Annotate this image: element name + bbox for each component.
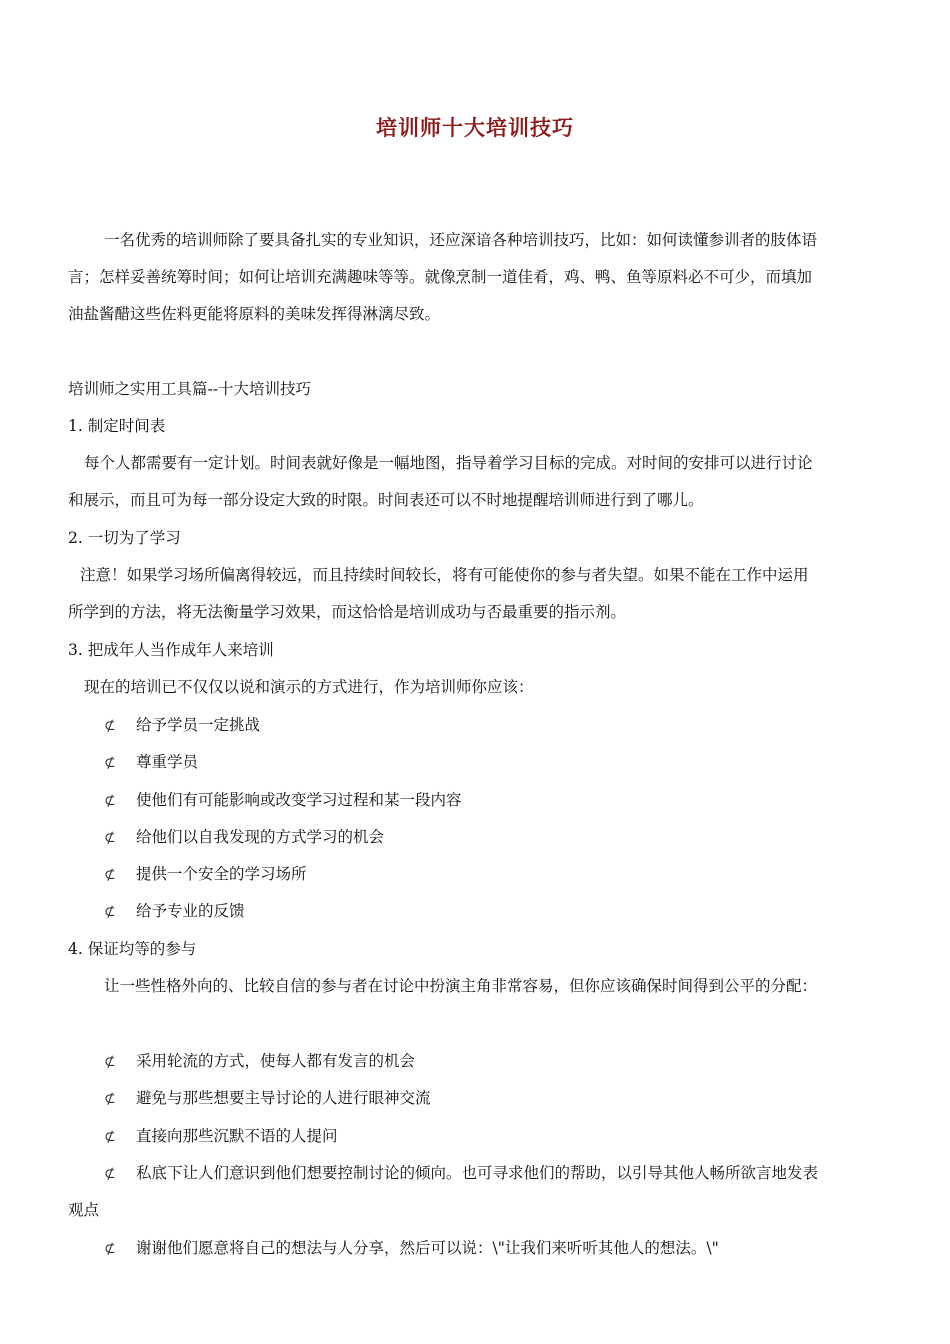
list-item: ⊄ 谢谢他们愿意将自己的想法与人分享，然后可以说：\"让我们来听听其他人的想法。\" bbox=[104, 1237, 719, 1260]
bullet-icon: ⊄ bbox=[104, 755, 116, 771]
bullet-icon: ⊄ bbox=[104, 1166, 116, 1182]
intro-line-2: 言；怎样妥善统筹时间；如何让培训充满趣味等等。就像烹制一道佳肴，鸡、鸭、鱼等原料必不可少，而填加 bbox=[68, 268, 813, 286]
section-heading: 培训师之实用工具篇--十大培训技巧 bbox=[68, 380, 311, 398]
list-item: ⊄ 私底下让人们意识到他们想要控制讨论的倾向。也可寻求他们的帮助，以引导其他人畅所欲言地发表 bbox=[104, 1162, 818, 1185]
document-title: 培训师十大培训技巧 bbox=[376, 116, 574, 140]
list-item: ⊄ 使他们有可能影响或改变学习过程和某一段内容 bbox=[104, 789, 462, 812]
item-1-line-2: 和展示，而且可为每一部分设定大致的时限。时间表还可以不时地提醒培训师进行到了哪儿。 bbox=[68, 491, 704, 509]
bullet-icon: ⊄ bbox=[104, 1054, 116, 1070]
item-3-intro: 现在的培训已不仅仅以说和演示的方式进行，作为培训师你应该： bbox=[84, 678, 534, 696]
list-item: ⊄ 提供一个安全的学习场所 bbox=[104, 863, 307, 886]
item-2-heading: 2. 一切为了学习 bbox=[68, 529, 181, 547]
item-4-heading: 4. 保证均等的参与 bbox=[68, 940, 197, 958]
list-item: ⊄ 给予专业的反馈 bbox=[104, 900, 245, 923]
item-4-intro: 让一些性格外向的、比较自信的参与者在讨论中扮演主角非常容易，但你应该确保时间得到公平的分配： bbox=[104, 977, 818, 995]
intro-line-3: 油盐酱醋这些佐料更能将原料的美味发挥得淋漓尽致。 bbox=[68, 305, 441, 323]
item-2-line-2: 所学到的方法，将无法衡量学习效果，而这恰恰是培训成功与否最重要的指示剂。 bbox=[68, 603, 627, 621]
item-3-heading: 3. 把成年人当作成年人来培训 bbox=[68, 641, 274, 659]
list-item: ⊄ 尊重学员 bbox=[104, 751, 198, 774]
item-2-line-1: 注意！如果学习场所偏离得较远，而且持续时间较长，将有可能使你的参与者失望。如果不能在工作中运用 bbox=[80, 566, 809, 584]
list-item: ⊄ 采用轮流的方式，使每人都有发言的机会 bbox=[104, 1050, 415, 1073]
intro-line-1: 一名优秀的培训师除了要具备扎实的专业知识，还应深谙各种培训技巧，比如：如何读懂参训者的肢体语 bbox=[104, 231, 818, 249]
list-item: ⊄ 避免与那些想要主导讨论的人进行眼神交流 bbox=[104, 1087, 431, 1110]
list-item: ⊄ 给予学员一定挑战 bbox=[104, 714, 260, 737]
list-item-continuation: 观点 bbox=[68, 1201, 100, 1219]
bullet-icon: ⊄ bbox=[104, 718, 116, 734]
bullet-icon: ⊄ bbox=[104, 1129, 116, 1145]
list-item: ⊄ 直接向那些沉默不语的人提问 bbox=[104, 1125, 338, 1148]
bullet-icon: ⊄ bbox=[104, 867, 116, 883]
bullet-icon: ⊄ bbox=[104, 1241, 116, 1257]
bullet-icon: ⊄ bbox=[104, 904, 116, 920]
list-item: ⊄ 给他们以自我发现的方式学习的机会 bbox=[104, 826, 384, 849]
item-1-line-1: 每个人都需要有一定计划。时间表就好像是一幅地图，指导着学习目标的完成。对时间的安排可以进行讨论 bbox=[84, 454, 813, 472]
item-1-heading: 1. 制定时间表 bbox=[68, 417, 166, 435]
bullet-icon: ⊄ bbox=[104, 793, 116, 809]
bullet-icon: ⊄ bbox=[104, 1091, 116, 1107]
bullet-icon: ⊄ bbox=[104, 830, 116, 846]
